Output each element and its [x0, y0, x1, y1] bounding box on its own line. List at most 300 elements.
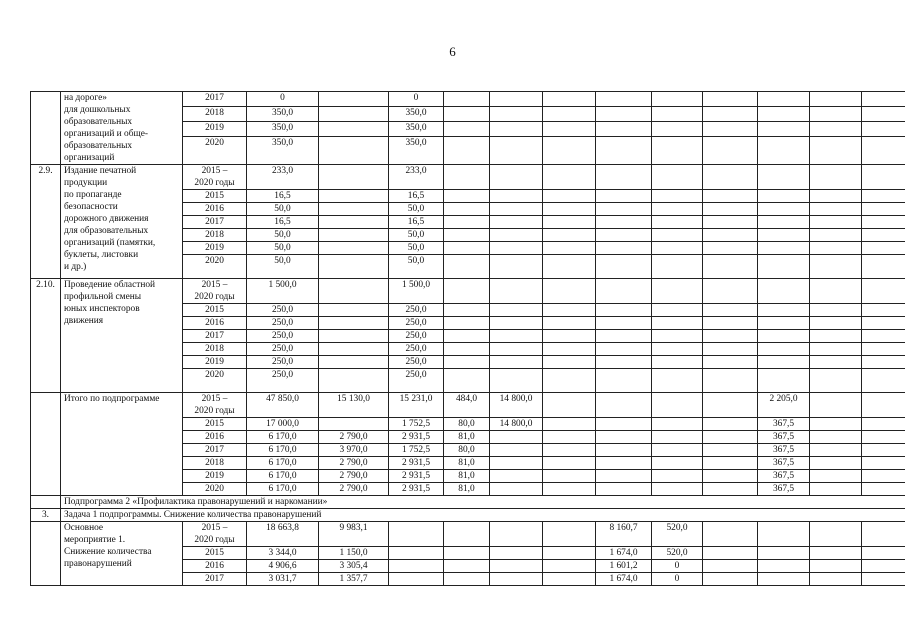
value-cell: [810, 122, 862, 137]
year-cell: 2017: [183, 444, 247, 457]
value-cell: [703, 107, 758, 122]
value-cell: [703, 255, 758, 279]
value-cell: 0: [652, 573, 703, 586]
federal-cell: [319, 255, 389, 279]
value-cell: [543, 418, 596, 431]
value-cell: [862, 356, 905, 369]
value-cell: [596, 369, 652, 393]
value-cell: [652, 356, 703, 369]
value-cell: [596, 92, 652, 107]
total-cell: 6 170,0: [247, 444, 319, 457]
value-cell: [543, 317, 596, 330]
federal-cell: [319, 203, 389, 216]
value-cell: [490, 522, 543, 547]
value-cell: [444, 229, 490, 242]
value-cell: [862, 190, 905, 203]
value-cell: [758, 229, 810, 242]
value-cell: [543, 369, 596, 393]
regional-cell: 350,0: [389, 107, 444, 122]
value-cell: [490, 547, 543, 560]
regional-cell: 1 752,5: [389, 418, 444, 431]
value-cell: [758, 107, 810, 122]
value-cell: [652, 122, 703, 137]
value-cell: [810, 137, 862, 165]
value-cell: [444, 330, 490, 343]
value-cell: [758, 92, 810, 107]
year-cell: 2020: [183, 483, 247, 496]
value-cell: [703, 457, 758, 470]
total-cell: 4 906,6: [247, 560, 319, 573]
value-cell: [444, 122, 490, 137]
value-cell: [652, 369, 703, 393]
regional-cell: [389, 573, 444, 586]
year-cell: 2015 – 2020 годы: [183, 279, 247, 304]
value-cell: [862, 317, 905, 330]
task-heading: Задача 1 подпрограммы. Снижение количества правонарушений: [61, 509, 905, 522]
federal-cell: [319, 92, 389, 107]
value-cell: [862, 431, 905, 444]
value-cell: 81,0: [444, 457, 490, 470]
value-cell: [703, 203, 758, 216]
regional-cell: 50,0: [389, 255, 444, 279]
value-cell: [862, 470, 905, 483]
budget-table-body: [31, 92, 905, 586]
value-cell: [652, 470, 703, 483]
value-cell: [444, 304, 490, 317]
year-cell: 2018: [183, 457, 247, 470]
value-cell: [862, 483, 905, 496]
value-cell: [703, 165, 758, 190]
value-cell: [490, 255, 543, 279]
value-cell: 81,0: [444, 470, 490, 483]
value-cell: [490, 122, 543, 137]
value-cell: [596, 137, 652, 165]
value-cell: [543, 444, 596, 457]
federal-cell: [319, 137, 389, 165]
value-cell: [862, 393, 905, 418]
value-cell: 1 674,0: [596, 547, 652, 560]
value-cell: [810, 522, 862, 547]
value-cell: [596, 242, 652, 255]
value-cell: [652, 216, 703, 229]
year-cell: 2017: [183, 573, 247, 586]
value-cell: [810, 190, 862, 203]
year-cell: 2019: [183, 356, 247, 369]
value-cell: [444, 107, 490, 122]
total-cell: 350,0: [247, 107, 319, 122]
value-cell: [490, 92, 543, 107]
year-cell: 2015 – 2020 годы: [183, 393, 247, 418]
value-cell: [758, 242, 810, 255]
value-cell: [758, 560, 810, 573]
federal-cell: 2 790,0: [319, 457, 389, 470]
federal-cell: [319, 304, 389, 317]
value-cell: [862, 522, 905, 547]
value-cell: [444, 216, 490, 229]
total-cell: 16,5: [247, 190, 319, 203]
value-cell: [810, 92, 862, 107]
value-cell: [862, 279, 905, 304]
value-cell: [543, 137, 596, 165]
year-cell: 2015: [183, 418, 247, 431]
value-cell: [758, 369, 810, 393]
value-cell: [862, 560, 905, 573]
total-cell: 1 500,0: [247, 279, 319, 304]
value-cell: 2 205,0: [758, 393, 810, 418]
federal-cell: 9 983,1: [319, 522, 389, 547]
federal-cell: [319, 343, 389, 356]
value-cell: [652, 330, 703, 343]
value-cell: [703, 522, 758, 547]
value-cell: [758, 547, 810, 560]
total-cell: 50,0: [247, 229, 319, 242]
value-cell: [543, 343, 596, 356]
value-cell: [810, 457, 862, 470]
value-cell: [810, 304, 862, 317]
value-cell: [490, 369, 543, 393]
value-cell: [810, 242, 862, 255]
year-cell: 2019: [183, 242, 247, 255]
value-cell: [596, 317, 652, 330]
total-cell: 250,0: [247, 369, 319, 393]
activity-0-name-cell: на дороге» для дошкольных образовательных организаций и обще- образовательных организаций: [61, 92, 183, 165]
value-cell: [810, 343, 862, 356]
value-cell: [703, 216, 758, 229]
total-cell: 3 344,0: [247, 547, 319, 560]
value-cell: 367,5: [758, 483, 810, 496]
regional-cell: 50,0: [389, 203, 444, 216]
federal-cell: 3 970,0: [319, 444, 389, 457]
regional-cell: 1 500,0: [389, 279, 444, 304]
value-cell: [758, 343, 810, 356]
value-cell: 14 800,0: [490, 393, 543, 418]
value-cell: [758, 330, 810, 343]
regional-cell: 350,0: [389, 122, 444, 137]
value-cell: 81,0: [444, 431, 490, 444]
value-cell: [703, 343, 758, 356]
federal-cell: 2 790,0: [319, 470, 389, 483]
total-cell: 6 170,0: [247, 457, 319, 470]
regional-cell: [389, 547, 444, 560]
value-cell: [444, 369, 490, 393]
value-cell: [490, 137, 543, 165]
value-cell: [543, 356, 596, 369]
federal-cell: [319, 190, 389, 203]
value-cell: [810, 369, 862, 393]
value-cell: [652, 279, 703, 304]
value-cell: [862, 229, 905, 242]
regional-cell: 16,5: [389, 216, 444, 229]
value-cell: [596, 470, 652, 483]
value-cell: [543, 203, 596, 216]
value-cell: 0: [652, 560, 703, 573]
table-row: [31, 165, 905, 190]
value-cell: [543, 242, 596, 255]
value-cell: [490, 279, 543, 304]
value-cell: [490, 203, 543, 216]
value-cell: [652, 317, 703, 330]
value-cell: 367,5: [758, 444, 810, 457]
value-cell: [652, 137, 703, 165]
value-cell: [703, 242, 758, 255]
total-cell: 0: [247, 92, 319, 107]
regional-cell: 0: [389, 92, 444, 107]
regional-cell: 250,0: [389, 304, 444, 317]
value-cell: 367,5: [758, 418, 810, 431]
total-cell: 50,0: [247, 242, 319, 255]
federal-cell: 2 790,0: [319, 483, 389, 496]
value-cell: [543, 431, 596, 444]
row-number-cell: [31, 522, 61, 586]
value-cell: [862, 92, 905, 107]
value-cell: [543, 279, 596, 304]
value-cell: [758, 137, 810, 165]
value-cell: [862, 216, 905, 229]
value-cell: [862, 203, 905, 216]
value-cell: [703, 444, 758, 457]
federal-cell: [319, 418, 389, 431]
value-cell: [862, 304, 905, 317]
total-cell: 250,0: [247, 343, 319, 356]
subprogram-heading-row: [31, 496, 905, 509]
value-cell: [652, 431, 703, 444]
value-cell: [596, 457, 652, 470]
value-cell: [490, 242, 543, 255]
value-cell: [703, 92, 758, 107]
value-cell: [490, 304, 543, 317]
federal-cell: [319, 107, 389, 122]
value-cell: [652, 444, 703, 457]
value-cell: [758, 255, 810, 279]
row-number-cell: 2.10.: [31, 279, 61, 393]
value-cell: [703, 304, 758, 317]
value-cell: [490, 470, 543, 483]
year-cell: 2016: [183, 431, 247, 444]
subprogram-heading: Подпрограмма 2 «Профилактика правонарушений и наркомании»: [61, 496, 905, 509]
total-cell: 16,5: [247, 216, 319, 229]
federal-cell: [319, 229, 389, 242]
value-cell: [810, 229, 862, 242]
table-row: [31, 522, 905, 547]
value-cell: [596, 279, 652, 304]
value-cell: [444, 165, 490, 190]
value-cell: [596, 107, 652, 122]
value-cell: [703, 279, 758, 304]
value-cell: [543, 470, 596, 483]
value-cell: 1 674,0: [596, 573, 652, 586]
value-cell: [444, 522, 490, 547]
regional-cell: 1 752,5: [389, 444, 444, 457]
value-cell: [862, 330, 905, 343]
value-cell: [652, 304, 703, 317]
value-cell: [490, 190, 543, 203]
value-cell: [490, 330, 543, 343]
value-cell: [703, 470, 758, 483]
regional-cell: 250,0: [389, 330, 444, 343]
value-cell: [703, 356, 758, 369]
value-cell: [862, 547, 905, 560]
value-cell: 520,0: [652, 547, 703, 560]
total-cell: 250,0: [247, 356, 319, 369]
value-cell: [810, 317, 862, 330]
federal-cell: [319, 369, 389, 393]
value-cell: [444, 92, 490, 107]
value-cell: [596, 444, 652, 457]
value-cell: [596, 203, 652, 216]
value-cell: [862, 137, 905, 165]
value-cell: [758, 317, 810, 330]
value-cell: [810, 547, 862, 560]
row-number-cell: [31, 92, 61, 165]
year-cell: 2019: [183, 122, 247, 137]
year-cell: 2015: [183, 547, 247, 560]
federal-cell: [319, 317, 389, 330]
value-cell: 80,0: [444, 418, 490, 431]
value-cell: [810, 431, 862, 444]
value-cell: [444, 356, 490, 369]
value-cell: [490, 165, 543, 190]
value-cell: [862, 122, 905, 137]
value-cell: [490, 457, 543, 470]
value-cell: 80,0: [444, 444, 490, 457]
value-cell: [810, 393, 862, 418]
value-cell: [758, 216, 810, 229]
value-cell: [758, 203, 810, 216]
value-cell: [758, 122, 810, 137]
value-cell: [703, 229, 758, 242]
value-cell: [543, 165, 596, 190]
value-cell: [703, 483, 758, 496]
value-cell: [703, 190, 758, 203]
value-cell: [862, 165, 905, 190]
year-cell: 2016: [183, 560, 247, 573]
value-cell: [596, 343, 652, 356]
value-cell: 484,0: [444, 393, 490, 418]
measure-name-cell: Основное мероприятие 1. Снижение количества правонарушений: [61, 522, 183, 586]
value-cell: [444, 573, 490, 586]
value-cell: [652, 393, 703, 418]
activity-3-name-cell: Итого по подпрограмме: [61, 393, 183, 496]
value-cell: 367,5: [758, 457, 810, 470]
value-cell: [703, 431, 758, 444]
value-cell: 367,5: [758, 470, 810, 483]
value-cell: [703, 547, 758, 560]
value-cell: [543, 457, 596, 470]
value-cell: [490, 216, 543, 229]
value-cell: [810, 203, 862, 216]
year-cell: 2016: [183, 317, 247, 330]
year-cell: 2015 – 2020 годы: [183, 165, 247, 190]
regional-cell: 2 931,5: [389, 483, 444, 496]
value-cell: [543, 255, 596, 279]
federal-cell: 3 305,4: [319, 560, 389, 573]
task-row: [31, 509, 905, 522]
year-cell: 2020: [183, 369, 247, 393]
value-cell: [652, 457, 703, 470]
value-cell: [444, 560, 490, 573]
value-cell: [758, 304, 810, 317]
regional-cell: 350,0: [389, 137, 444, 165]
value-cell: [543, 483, 596, 496]
value-cell: [543, 229, 596, 242]
regional-cell: 2 931,5: [389, 470, 444, 483]
year-cell: 2017: [183, 216, 247, 229]
value-cell: [758, 165, 810, 190]
value-cell: [490, 343, 543, 356]
value-cell: [543, 216, 596, 229]
value-cell: [444, 547, 490, 560]
value-cell: [862, 107, 905, 122]
regional-cell: 2 931,5: [389, 457, 444, 470]
value-cell: [810, 483, 862, 496]
value-cell: [490, 317, 543, 330]
value-cell: [444, 203, 490, 216]
value-cell: [490, 573, 543, 586]
regional-cell: 50,0: [389, 242, 444, 255]
value-cell: [652, 418, 703, 431]
value-cell: [543, 107, 596, 122]
year-cell: 2015: [183, 304, 247, 317]
value-cell: [652, 92, 703, 107]
value-cell: [596, 216, 652, 229]
year-cell: 2018: [183, 229, 247, 242]
value-cell: [490, 356, 543, 369]
federal-cell: 1 150,0: [319, 547, 389, 560]
value-cell: [543, 304, 596, 317]
value-cell: [543, 393, 596, 418]
value-cell: [810, 255, 862, 279]
value-cell: 8 160,7: [596, 522, 652, 547]
year-cell: 2017: [183, 92, 247, 107]
value-cell: [810, 330, 862, 343]
federal-cell: 1 357,7: [319, 573, 389, 586]
row-number-cell: 2.9.: [31, 165, 61, 279]
value-cell: [543, 522, 596, 547]
value-cell: [490, 431, 543, 444]
year-cell: 2015: [183, 190, 247, 203]
total-cell: 50,0: [247, 255, 319, 279]
value-cell: [758, 356, 810, 369]
value-cell: [862, 242, 905, 255]
value-cell: [703, 369, 758, 393]
total-cell: 350,0: [247, 137, 319, 165]
value-cell: [703, 137, 758, 165]
value-cell: [652, 343, 703, 356]
value-cell: [758, 522, 810, 547]
value-cell: [810, 418, 862, 431]
activity-2-name-cell: Проведение областной профильной смены юных инспекторов движения: [61, 279, 183, 393]
total-cell: 47 850,0: [247, 393, 319, 418]
row-number-cell: [31, 393, 61, 496]
regional-cell: [389, 522, 444, 547]
value-cell: [810, 165, 862, 190]
total-cell: 50,0: [247, 203, 319, 216]
value-cell: 14 800,0: [490, 418, 543, 431]
value-cell: [758, 573, 810, 586]
row-number-cell: [31, 496, 61, 509]
value-cell: [810, 216, 862, 229]
regional-cell: 250,0: [389, 356, 444, 369]
value-cell: [444, 317, 490, 330]
total-cell: 6 170,0: [247, 483, 319, 496]
value-cell: [703, 330, 758, 343]
budget-table: [30, 91, 905, 586]
total-cell: 18 663,8: [247, 522, 319, 547]
value-cell: [652, 229, 703, 242]
value-cell: [810, 573, 862, 586]
value-cell: [652, 255, 703, 279]
federal-cell: 15 130,0: [319, 393, 389, 418]
